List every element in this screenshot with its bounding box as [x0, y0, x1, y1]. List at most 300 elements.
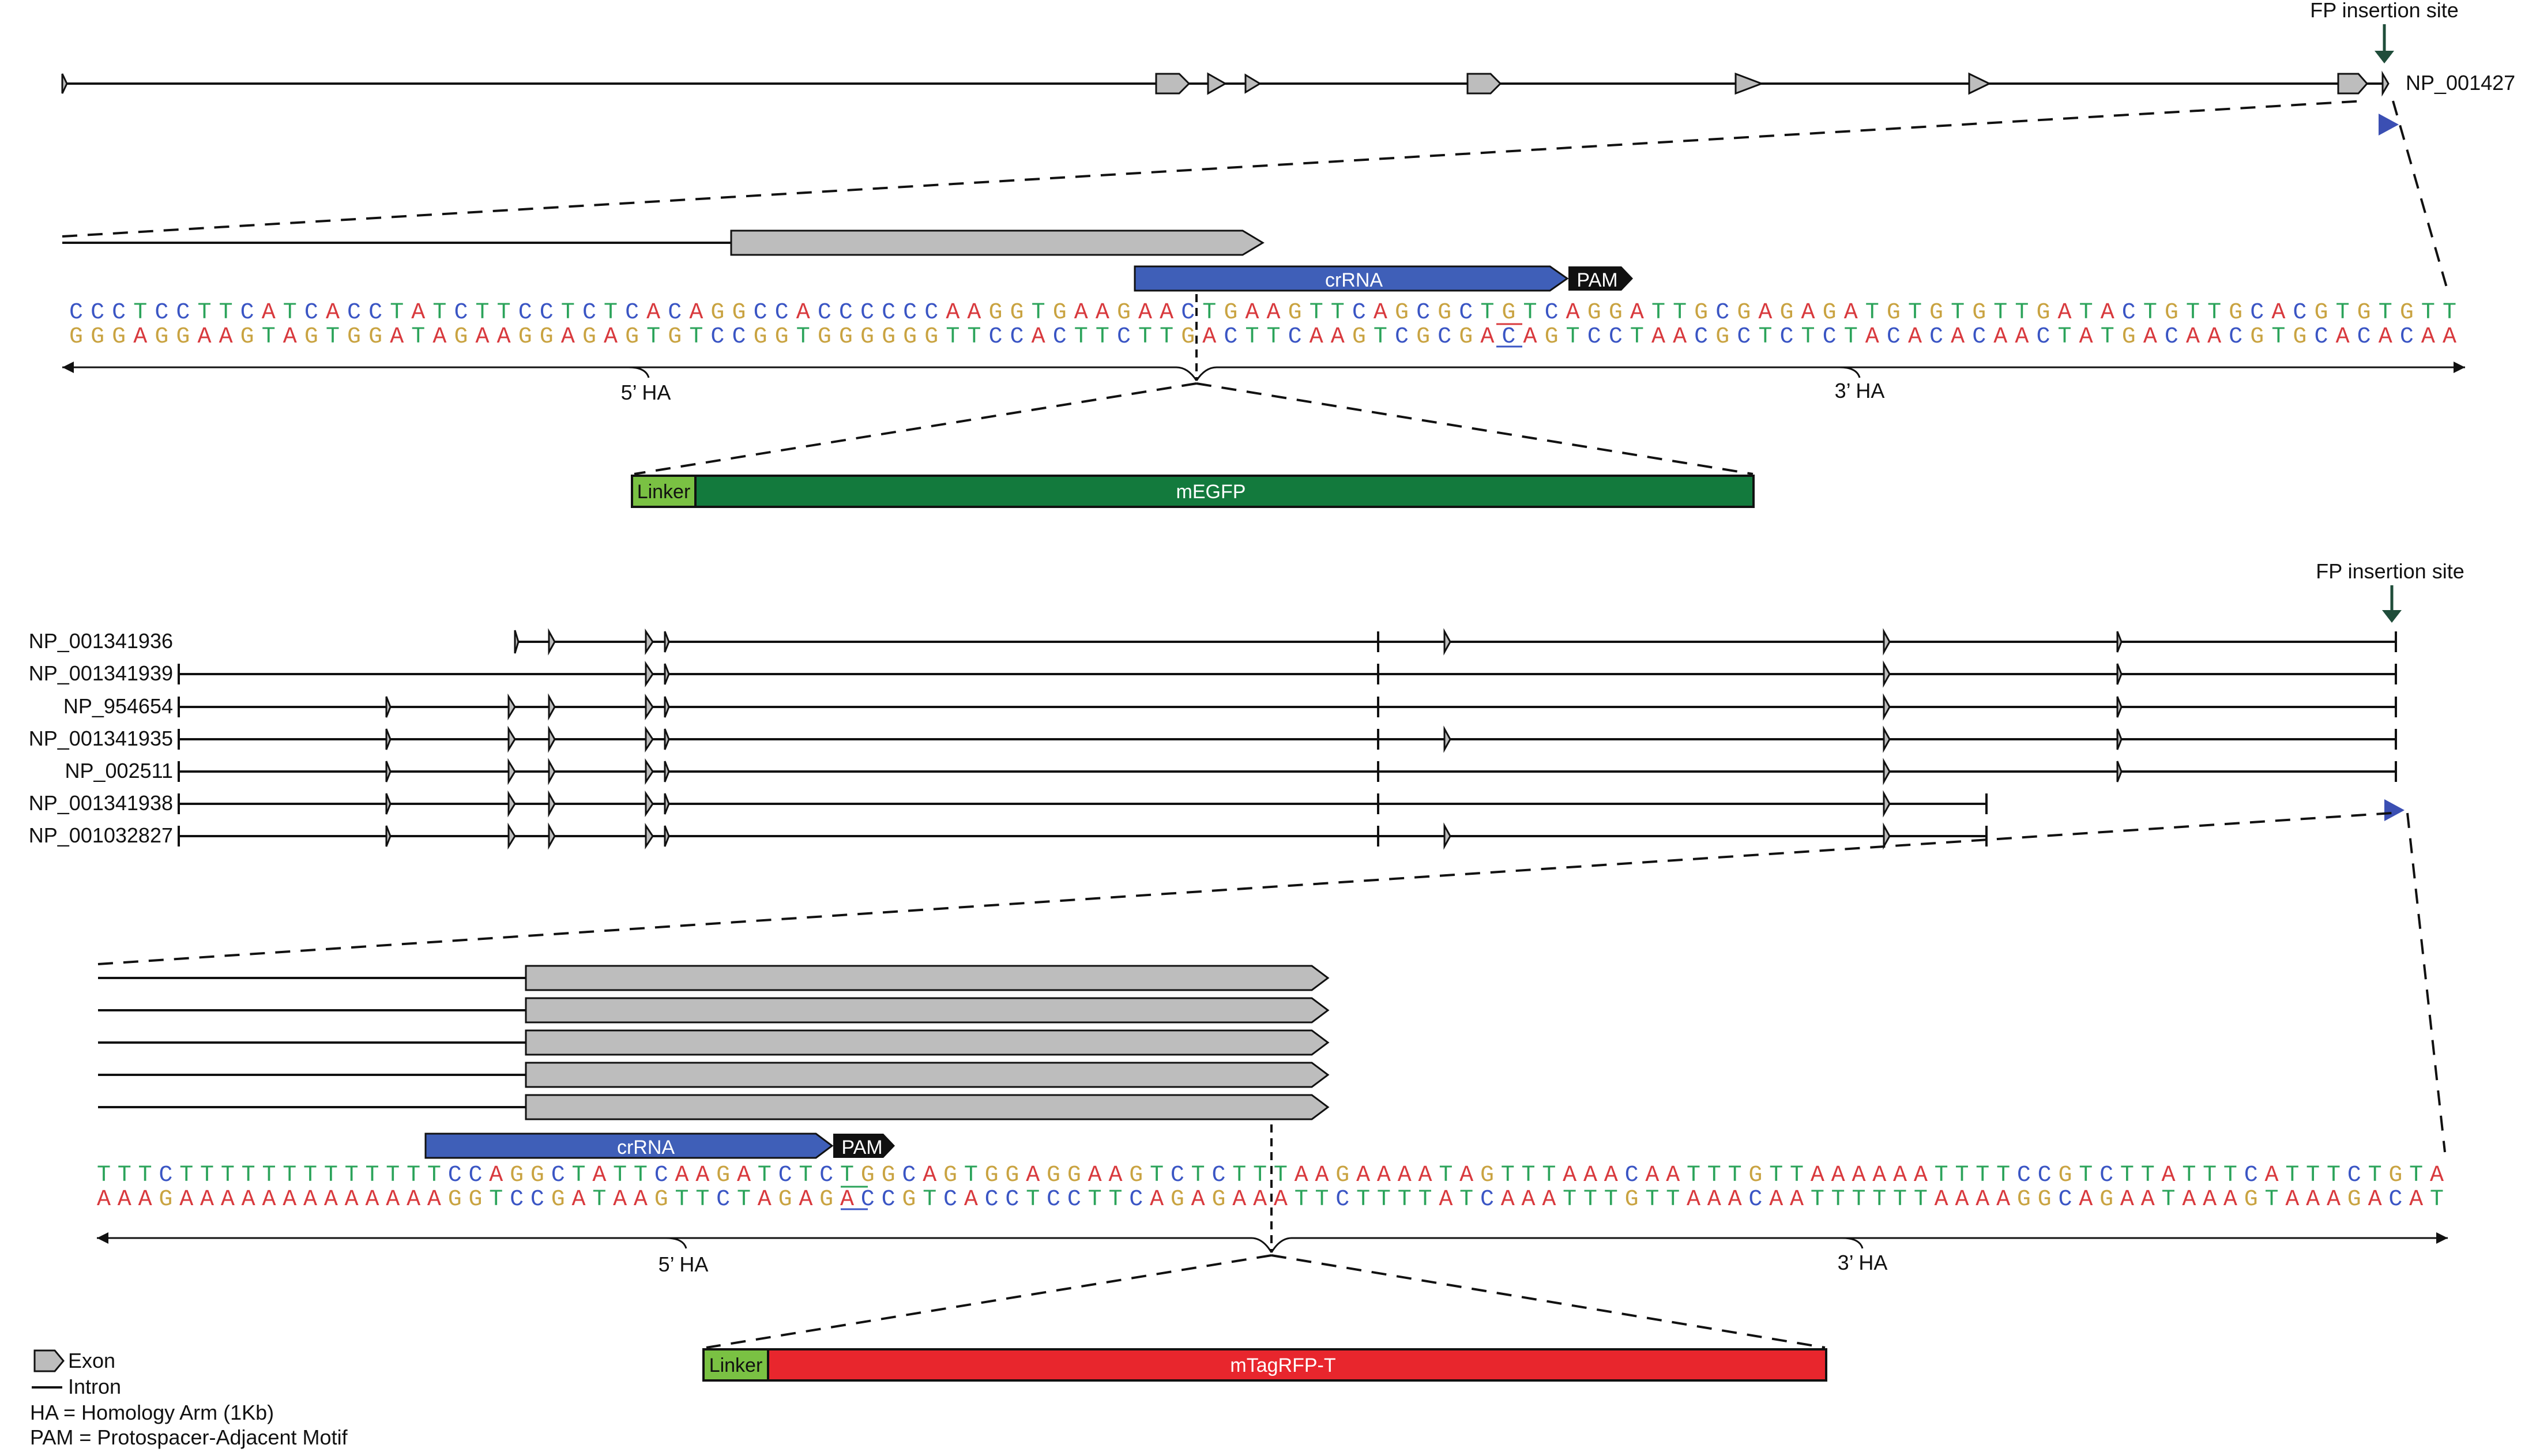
- dna-base: A: [1976, 1187, 1990, 1213]
- dna-base: A: [1758, 300, 1773, 326]
- dna-base: A: [262, 1187, 276, 1213]
- dna-base: C: [1715, 300, 1730, 326]
- exon-legend-icon: [35, 1350, 63, 1371]
- dna-base: A: [2057, 300, 2072, 326]
- homology-arm-5: [62, 362, 1196, 381]
- dna-base: A: [1769, 1187, 1783, 1213]
- dna-base: T: [2143, 300, 2157, 326]
- dna-base: A: [1160, 300, 1174, 326]
- dna-base: T: [840, 1162, 855, 1188]
- dna-base: G: [902, 1187, 916, 1213]
- dna-base: T: [571, 1162, 586, 1188]
- dna-base: T: [1666, 1187, 1680, 1213]
- dna-base: T: [633, 1162, 648, 1188]
- dna-base: C: [112, 300, 126, 326]
- dna-base: T: [1356, 1187, 1371, 1213]
- dna-base: T: [613, 1162, 627, 1188]
- dna-base: G: [1395, 300, 1409, 326]
- exon-icon: [2383, 74, 2388, 93]
- linker-label: Linker: [637, 481, 691, 503]
- dna-base: T: [1583, 1187, 1597, 1213]
- dna-base: C: [1624, 1162, 1639, 1188]
- dna-base: G: [1624, 1187, 1639, 1213]
- legend-exon: Exon: [68, 1349, 116, 1372]
- dna-base: A: [613, 1187, 627, 1213]
- dna-base: C: [1052, 324, 1067, 350]
- dna-base: A: [646, 300, 661, 326]
- dna-base: C: [732, 324, 746, 350]
- dna-base: C: [654, 1162, 668, 1188]
- ha5-label: 5’ HA: [658, 1252, 709, 1276]
- dna-base: A: [1996, 1187, 2011, 1213]
- dna-base: C: [2229, 324, 2243, 350]
- dna-base: T: [261, 324, 276, 350]
- dna-base: A: [2203, 1187, 2217, 1213]
- dna-base: G: [1224, 300, 1238, 326]
- insertion-marker-icon: [2379, 114, 2399, 136]
- dna-base: T: [560, 300, 575, 326]
- gene-model-np-954654: [179, 697, 2396, 717]
- dna-base: C: [510, 1187, 524, 1213]
- dna-base: A: [2015, 324, 2029, 350]
- dna-base: A: [1356, 1162, 1371, 1188]
- dna-base: T: [1439, 1162, 1453, 1188]
- crrna-label: crRNA: [1325, 269, 1383, 291]
- dna-base: C: [778, 1162, 792, 1188]
- dna-base: A: [967, 300, 981, 326]
- dna-base: C: [530, 1187, 544, 1213]
- gene-model-np-001341939: [179, 664, 2396, 684]
- transcript-label: NP_954654: [63, 694, 173, 718]
- dna-base: C: [468, 1162, 483, 1188]
- dna-base: A: [1108, 1162, 1123, 1188]
- homology-arm-3: [1196, 362, 2465, 381]
- dna-base: A: [283, 1187, 297, 1213]
- dna-base: G: [2121, 324, 2136, 350]
- dna-base: C: [2016, 1162, 2031, 1188]
- dna-base: A: [1253, 1187, 1267, 1213]
- dna-base: A: [1418, 1162, 1432, 1188]
- dna-base: T: [2326, 1162, 2341, 1188]
- dna-base: G: [1335, 1162, 1350, 1188]
- dna-base: A: [1951, 324, 1965, 350]
- dna-base: T: [489, 1187, 503, 1213]
- dna-base: T: [325, 324, 340, 350]
- dna-base: T: [1253, 1162, 1267, 1188]
- dna-base: G: [2164, 300, 2178, 326]
- dna-base: G: [1416, 324, 1431, 350]
- dna-base: A: [1480, 324, 1495, 350]
- dna-base: C: [2121, 300, 2136, 326]
- dna-base: A: [427, 1187, 441, 1213]
- dna-base: G: [1608, 300, 1623, 326]
- dna-base: A: [138, 1187, 152, 1213]
- dna-base: C: [582, 300, 596, 326]
- dna-base: C: [368, 300, 383, 326]
- exon-icon: [1969, 74, 1989, 93]
- dna-base: C: [1587, 324, 1601, 350]
- dna-base: G: [1929, 300, 1944, 326]
- dna-base: T: [1245, 324, 1259, 350]
- dna-base: T: [1232, 1162, 1247, 1188]
- dna-base: C: [1116, 324, 1131, 350]
- transcript-label: NP_001341935: [28, 727, 173, 750]
- dna-base: A: [946, 300, 960, 326]
- dna-base: A: [1373, 300, 1387, 326]
- dna-base: T: [1645, 1187, 1660, 1213]
- dna-base: A: [1993, 324, 2008, 350]
- dna-base: A: [1138, 300, 1153, 326]
- dna-base: T: [427, 1162, 441, 1188]
- gene-model-np-001032827: [179, 826, 1986, 846]
- dna-base: A: [1523, 324, 1537, 350]
- dna-base: T: [2421, 300, 2435, 326]
- dna-base: C: [1211, 1162, 1226, 1188]
- dna-base: C: [2293, 300, 2307, 326]
- dna-base: A: [1031, 324, 1045, 350]
- dna-base: T: [2378, 300, 2392, 326]
- zoom-line: [706, 1255, 1271, 1348]
- dna-base: A: [796, 300, 810, 326]
- dna-base: A: [1645, 1162, 1660, 1188]
- dna-base: T: [2264, 1187, 2279, 1213]
- ha5-label: 5’ HA: [620, 381, 671, 404]
- dna-base: A: [1843, 300, 1858, 326]
- dna-base: C: [1779, 324, 1794, 350]
- dna-base: C: [1737, 324, 1751, 350]
- dna-base: G: [984, 1162, 999, 1188]
- dna-base: A: [2264, 1162, 2279, 1188]
- dna-base: A: [736, 1162, 751, 1188]
- dna-base: T: [1651, 300, 1666, 326]
- dna-base: T: [1026, 1187, 1040, 1213]
- dna-base: G: [1972, 300, 1986, 326]
- dna-base: G: [454, 324, 468, 350]
- dna-base: C: [2347, 1162, 2361, 1188]
- dna-base: A: [571, 1187, 586, 1213]
- dna-base: T: [2223, 1162, 2237, 1188]
- exon-icon: [1156, 74, 1189, 93]
- dna-base: C: [159, 1162, 173, 1188]
- dna-base: T: [97, 1162, 111, 1188]
- dna-base: T: [283, 1162, 297, 1188]
- dna-base: T: [592, 1187, 607, 1213]
- dna-base: A: [1397, 1162, 1412, 1188]
- dna-top-strand: [69, 300, 2456, 326]
- dna-base: C: [1335, 1187, 1350, 1213]
- exon-icon: [1468, 74, 1500, 93]
- dna-base: C: [819, 1162, 834, 1188]
- dna-base: G: [2388, 1162, 2403, 1188]
- dna-base: A: [1439, 1187, 1453, 1213]
- dna-base: G: [304, 324, 318, 350]
- dna-base: A: [2182, 1187, 2196, 1213]
- dna-base: T: [200, 1162, 215, 1188]
- dna-base: A: [241, 1187, 255, 1213]
- dna-base: T: [1686, 1162, 1701, 1188]
- dna-base: C: [347, 300, 362, 326]
- dna-base: A: [303, 1187, 318, 1213]
- dna-base: A: [1088, 1162, 1102, 1188]
- zoom-line: [2393, 101, 2448, 291]
- dna-base: A: [2161, 1162, 2176, 1188]
- dna-base: A: [2207, 324, 2222, 350]
- dna-base: A: [2368, 1187, 2382, 1213]
- dna-base: A: [1831, 1162, 1845, 1188]
- dna-base: A: [1666, 1162, 1680, 1188]
- dna-base: T: [1996, 1162, 2011, 1188]
- dna-base: C: [625, 300, 639, 326]
- dna-base: G: [1211, 1187, 1226, 1213]
- dna-base: A: [1315, 1162, 1329, 1188]
- dna-base: A: [1542, 1187, 1556, 1213]
- dna-base: G: [753, 324, 767, 350]
- dna-base: A: [344, 1187, 359, 1213]
- dna-base: C: [1067, 1187, 1081, 1213]
- dna-base: T: [2015, 300, 2029, 326]
- dna-base: T: [604, 300, 618, 326]
- dna-base: C: [1395, 324, 1409, 350]
- dna-base: T: [1907, 300, 1922, 326]
- dna-base: A: [1245, 300, 1259, 326]
- dna-base: G: [1352, 324, 1366, 350]
- dna-base: A: [1686, 1187, 1701, 1213]
- dna-base: A: [2429, 1162, 2444, 1188]
- dna-base: T: [2207, 300, 2222, 326]
- dna-base: A: [432, 324, 447, 350]
- dna-base: G: [1129, 1162, 1143, 1188]
- dna-base: C: [753, 300, 767, 326]
- dna-base: C: [2399, 324, 2414, 350]
- dna-base: T: [1418, 1187, 1432, 1213]
- dna-base: G: [732, 300, 746, 326]
- dna-base: T: [1160, 324, 1174, 350]
- dna-base: T: [475, 300, 490, 326]
- dna-base: A: [133, 324, 148, 350]
- exon-icon: [2338, 74, 2367, 93]
- fp-insertion-site-label: FP insertion site: [2316, 559, 2464, 583]
- dna-base: G: [551, 1187, 565, 1213]
- dna-base: T: [386, 1162, 400, 1188]
- dna-base: A: [1810, 1162, 1824, 1188]
- dna-base: T: [2271, 324, 2286, 350]
- dna-base: A: [365, 1187, 379, 1213]
- insertion-marker-icon: [2384, 799, 2405, 821]
- dna-base: G: [1748, 1162, 1763, 1188]
- dna-base: A: [407, 1187, 421, 1213]
- dna-base: T: [1865, 300, 1879, 326]
- dna-base: A: [1790, 1187, 1804, 1213]
- dna-base: T: [1801, 324, 1815, 350]
- pam-label: PAM: [841, 1137, 883, 1158]
- dna-base: C: [1886, 324, 1901, 350]
- dna-base: G: [710, 300, 725, 326]
- dna-base: T: [736, 1187, 751, 1213]
- dna-base: A: [1266, 300, 1281, 326]
- dna-base: T: [757, 1162, 772, 1188]
- dna-base: T: [197, 300, 212, 326]
- dna-base: C: [69, 300, 84, 326]
- fp-insertion-site-label: FP insertion site: [2310, 0, 2459, 22]
- dna-base: G: [860, 324, 875, 350]
- dna-base: T: [1993, 300, 2008, 326]
- dna-base: T: [796, 324, 810, 350]
- dna-base: A: [283, 324, 297, 350]
- dna-base: C: [1170, 1162, 1184, 1188]
- dna-base: A: [2223, 1187, 2237, 1213]
- dna-base: G: [838, 324, 853, 350]
- dna-base: T: [1031, 300, 1045, 326]
- panel-2: [29, 559, 2464, 1380]
- dna-base: C: [1005, 1187, 1019, 1213]
- gene-model-np-001341936: [515, 630, 2396, 653]
- dna-base: C: [2164, 324, 2178, 350]
- dna-base: C: [710, 324, 725, 350]
- dna-base: G: [155, 324, 169, 350]
- dna-base: T: [2120, 1162, 2134, 1188]
- dna-base: T: [1769, 1162, 1783, 1188]
- dna-base: T: [179, 1162, 194, 1188]
- dna-base: C: [1459, 300, 1473, 326]
- dna-base: C: [91, 300, 105, 326]
- dna-base: A: [1309, 324, 1323, 350]
- dna-base: G: [91, 324, 105, 350]
- dna-base: G: [988, 300, 1003, 326]
- dna-base: A: [1202, 324, 1217, 350]
- dna-base: G: [2293, 324, 2307, 350]
- dna-base: T: [2161, 1187, 2176, 1213]
- dna-base: A: [1521, 1187, 1536, 1213]
- dna-base: T: [323, 1162, 338, 1188]
- dna-base: T: [1566, 324, 1580, 350]
- dna-base: T: [1480, 300, 1495, 326]
- transcript-label: NP_001427: [2406, 71, 2516, 95]
- dna-base: T: [1758, 324, 1773, 350]
- dna-base: T: [1893, 1187, 1907, 1213]
- dna-base: A: [1294, 1162, 1308, 1188]
- dna-base: A: [1707, 1187, 1721, 1213]
- dna-base: C: [1544, 300, 1559, 326]
- dna-base: C: [2036, 324, 2050, 350]
- zoom-line: [634, 383, 1196, 474]
- dna-base: T: [1095, 324, 1109, 350]
- ha3-label: 3’ HA: [1834, 379, 1885, 402]
- dna-base: T: [1273, 1162, 1288, 1188]
- dna-base: G: [530, 1162, 544, 1188]
- dna-base: T: [1843, 324, 1858, 350]
- dna-base: G: [881, 1162, 895, 1188]
- dna-base: G: [1779, 300, 1794, 326]
- dna-base: A: [1852, 1162, 1866, 1188]
- dna-base: A: [1934, 1187, 1948, 1213]
- dna-base: C: [176, 300, 190, 326]
- dna-base: C: [1224, 324, 1238, 350]
- dna-base: G: [2347, 1187, 2361, 1213]
- dna-base: C: [1416, 300, 1431, 326]
- dna-base: G: [1459, 324, 1473, 350]
- dna-base: A: [1913, 1162, 1928, 1188]
- dna-base: A: [1872, 1162, 1887, 1188]
- zoom-line: [1196, 383, 1753, 474]
- dna-base: T: [1604, 1187, 1618, 1213]
- dna-base: A: [2335, 324, 2350, 350]
- dna-base: A: [1459, 1162, 1474, 1188]
- dna-base: G: [368, 324, 383, 350]
- dna-base: C: [988, 324, 1003, 350]
- dna-base: T: [2442, 300, 2456, 326]
- dna-base: T: [1951, 300, 1965, 326]
- dna-base: T: [390, 300, 404, 326]
- dna-base: T: [1459, 1187, 1474, 1213]
- dna-base: G: [1052, 300, 1067, 326]
- dna-base: T: [1852, 1187, 1866, 1213]
- dna-base: A: [1150, 1187, 1164, 1213]
- transcript-label: NP_002511: [65, 759, 173, 782]
- linker-label: Linker: [709, 1355, 763, 1376]
- dna-base: G: [1047, 1162, 1061, 1188]
- gene-model-np-002511: [179, 761, 2396, 782]
- dna-base: T: [2306, 1162, 2320, 1188]
- dna-base: G: [176, 324, 190, 350]
- dna-base: C: [1694, 324, 1709, 350]
- dna-base: T: [220, 1162, 235, 1188]
- dna-base: C: [2388, 1187, 2403, 1213]
- transcript-label: NP_001341939: [28, 661, 173, 685]
- dna-base: G: [1822, 300, 1837, 326]
- dna-base: G: [447, 1187, 462, 1213]
- dna-base: T: [967, 324, 981, 350]
- insertion-arrow-icon: [2375, 24, 2394, 63]
- dna-base: A: [1232, 1187, 1247, 1213]
- dna-base: T: [344, 1162, 359, 1188]
- pam-label: PAM: [1576, 269, 1618, 291]
- dna-base: T: [1728, 1162, 1742, 1188]
- dna-base: G: [1181, 324, 1195, 350]
- dna-base: A: [592, 1162, 607, 1188]
- dna-base: A: [1074, 300, 1088, 326]
- dna-base: C: [447, 1162, 462, 1188]
- dna-base: T: [1790, 1162, 1804, 1188]
- dna-base: G: [1715, 324, 1730, 350]
- dna-base: G: [518, 324, 532, 350]
- dna-base: C: [539, 300, 554, 326]
- transcript-label: NP_001341936: [28, 629, 173, 653]
- dna-base: G: [240, 324, 254, 350]
- dna-base: A: [633, 1187, 648, 1213]
- dna-base: C: [240, 300, 254, 326]
- dna-base: T: [1500, 1162, 1515, 1188]
- dna-base: G: [2314, 300, 2328, 326]
- dna-base: A: [799, 1187, 813, 1213]
- dna-base: A: [325, 300, 340, 326]
- dna-base: C: [860, 1187, 875, 1213]
- dna-base: A: [1376, 1162, 1391, 1188]
- dna-base: G: [1502, 300, 1516, 326]
- dna-base: T: [365, 1162, 379, 1188]
- dna-base: A: [261, 300, 276, 326]
- dna-base: C: [943, 1187, 958, 1213]
- dna-base: T: [1315, 1187, 1329, 1213]
- gene-model-np-001427: [62, 74, 2388, 93]
- dna-base: C: [1010, 324, 1024, 350]
- dna-base: T: [923, 1187, 937, 1213]
- legend-pam: PAM = Protospacer-Adjacent Motif: [30, 1425, 348, 1449]
- dna-base: T: [496, 300, 511, 326]
- dna-base: G: [347, 324, 362, 350]
- dna-base: T: [1831, 1187, 1845, 1213]
- dna-base: T: [1913, 1187, 1928, 1213]
- homology-arm-3: [1271, 1232, 2448, 1252]
